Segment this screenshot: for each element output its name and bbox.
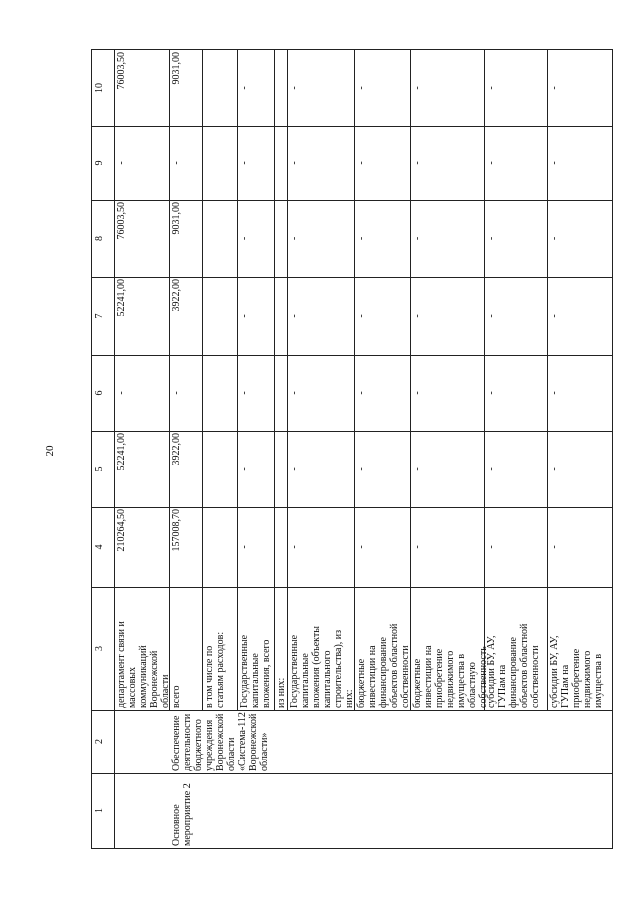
value-cell: - — [549, 236, 560, 241]
column-header: 5 — [94, 466, 105, 472]
activity-name-cell: Обеспечение деятельности бюджетного учреждения Воронежской области «Система-112 Воронежской области» — [171, 712, 270, 771]
value-cell: - — [486, 545, 497, 549]
value-cell: - — [239, 545, 250, 549]
value-cell: 52241,00 — [116, 433, 127, 471]
column-separator — [92, 200, 612, 201]
value-cell: 210264,50 — [116, 509, 127, 552]
value-cell: 3922,00 — [171, 433, 182, 466]
value-cell: - — [289, 236, 300, 241]
value-cell: - — [289, 391, 300, 395]
column-header: 6 — [94, 390, 105, 396]
value-cell: - — [486, 86, 497, 90]
value-cell: - — [412, 314, 423, 318]
value-cell: 76003,50 — [116, 202, 127, 240]
column-separator — [92, 126, 612, 127]
value-cell: 76003,50 — [116, 52, 127, 90]
value-cell: - — [239, 467, 250, 471]
value-cell: - — [486, 467, 497, 471]
value-cell: - — [356, 314, 367, 318]
value-cell: - — [239, 236, 250, 241]
column-separator — [92, 587, 612, 588]
column-separator — [92, 773, 612, 774]
value-cell: 52241,00 — [116, 279, 127, 317]
value-cell: - — [549, 545, 560, 549]
value-cell: - — [486, 314, 497, 318]
row-label-cell: в том числе по статьям расходов: — [204, 631, 226, 708]
value-cell: 9031,00 — [171, 52, 182, 85]
value-cell: - — [356, 467, 367, 471]
column-separator — [92, 431, 612, 432]
row-label-cell: департамент связи и массовых коммуникаций Воронежской области — [116, 621, 171, 708]
column-header: 2 — [94, 739, 105, 744]
value-cell: - — [289, 161, 300, 165]
value-cell: 9031,00 — [171, 202, 182, 235]
value-cell: - — [171, 391, 182, 395]
value-cell: - — [549, 161, 560, 165]
row-separator — [237, 50, 238, 710]
value-cell: - — [549, 467, 560, 471]
column-header: 4 — [94, 544, 105, 550]
row-separator — [484, 50, 485, 710]
row-label-cell: субсидии БУ, АУ, ГУПам на финансирование объектов областной собственности — [486, 623, 541, 708]
value-cell: - — [412, 161, 423, 165]
row-separator — [114, 50, 115, 848]
column-separator — [92, 277, 612, 278]
row-separator — [410, 50, 411, 710]
column-header: 9 — [94, 160, 105, 166]
value-cell: - — [412, 86, 423, 90]
value-cell: - — [356, 86, 367, 90]
value-cell: - — [356, 161, 367, 165]
value-cell: - — [486, 391, 497, 395]
column-header: 7 — [94, 313, 105, 319]
row-separator — [169, 50, 170, 710]
value-cell: - — [239, 86, 250, 90]
value-cell: - — [356, 236, 367, 241]
row-separator — [547, 50, 548, 710]
row-label-cell: Государственные капитальные вложения (объекты капитального строительства), из них: — [289, 626, 355, 708]
value-cell: - — [289, 86, 300, 90]
row-label-cell: Государственные капитальные вложения, всего — [239, 634, 272, 708]
row-separator — [354, 50, 355, 710]
page-number: 20 — [44, 445, 56, 457]
row-label-cell: из них: — [276, 677, 287, 708]
value-cell: - — [549, 314, 560, 318]
value-cell: - — [412, 545, 423, 549]
value-cell: - — [171, 161, 182, 165]
value-cell: - — [412, 236, 423, 241]
value-cell: - — [486, 236, 497, 241]
column-header: 1 — [94, 808, 105, 813]
row-label-cell: субсидии БУ, АУ, ГУПам на приобретение недвижимого имущества в — [549, 635, 604, 708]
column-separator — [92, 355, 612, 356]
value-cell: - — [549, 391, 560, 395]
column-header: 10 — [94, 83, 105, 93]
value-cell: - — [549, 86, 560, 90]
value-cell: - — [412, 467, 423, 471]
value-cell: - — [289, 314, 300, 318]
column-separator — [92, 710, 612, 711]
value-cell: - — [412, 391, 423, 395]
row-separator — [274, 50, 275, 710]
row-separator — [287, 50, 288, 710]
column-header: 3 — [94, 646, 105, 651]
value-cell: - — [289, 467, 300, 471]
row-label-cell: бюджетные инвестиции на приобретение недвижимого имущества в областную собственность — [412, 645, 489, 708]
budget-table — [91, 49, 613, 849]
value-cell: - — [486, 161, 497, 165]
activity-type-cell: Основное мероприятие 2 — [171, 783, 193, 846]
value-cell: - — [116, 161, 127, 165]
value-cell: - — [239, 161, 250, 165]
value-cell: - — [239, 314, 250, 318]
value-cell: 157008,70 — [171, 509, 182, 552]
value-cell: - — [356, 391, 367, 395]
column-header: 8 — [94, 236, 105, 241]
row-label-cell: бюджетные инвестиции на финансирование объектов областной собственности — [356, 623, 411, 708]
value-cell: - — [289, 545, 300, 549]
value-cell: - — [116, 391, 127, 395]
value-cell: - — [356, 545, 367, 549]
row-separator — [202, 50, 203, 710]
value-cell: - — [239, 391, 250, 395]
row-label-cell: всего — [171, 685, 182, 708]
column-separator — [92, 507, 612, 508]
value-cell: 3922,00 — [171, 279, 182, 312]
